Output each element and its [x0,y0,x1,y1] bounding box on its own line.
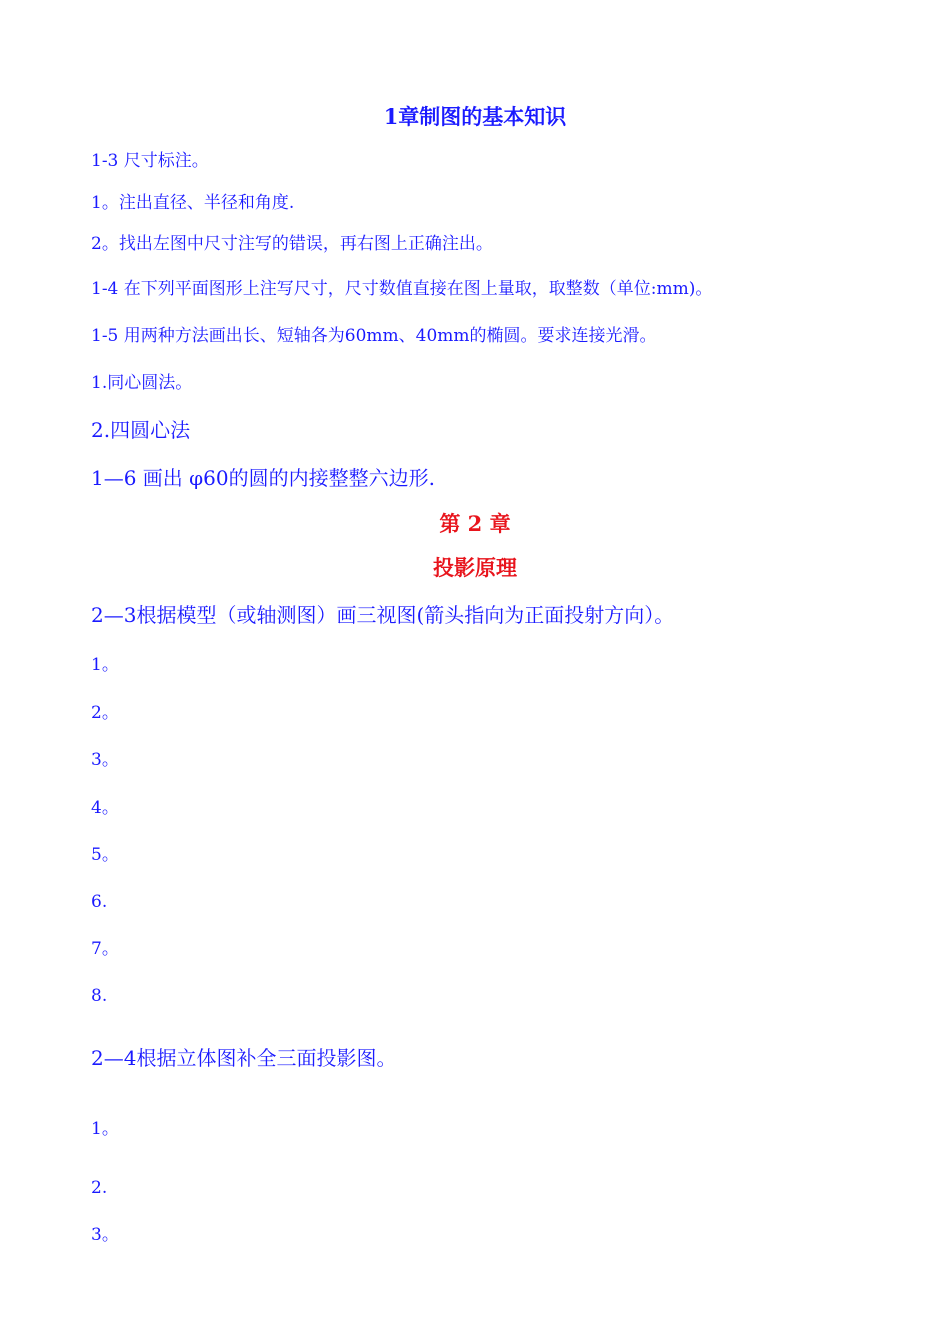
section-1-5: 1-5 用两种方法画出长、短轴各为60mm、40mm的椭圆。要求连接光滑。 [91,326,657,346]
section-1-4: 1-4 在下列平面图形上注写尺寸，尺寸数值直接在图上量取，取整数（单位:mm)。 [91,279,713,299]
section-1-3-item-2: 2。找出左图中尺寸注写的错误，再右图上正确注出。 [91,234,493,254]
section-2-4-item: 2. [91,1178,108,1198]
section-2-4-item: 1。 [91,1119,119,1139]
section-2-3-item: 1。 [91,655,119,675]
chapter-2-title: 投影原理 [433,555,517,580]
section-2-3-item: 4。 [91,798,119,818]
section-2-4-item: 3。 [91,1225,119,1245]
section-1-6: 1—6 画出 φ60的圆的内接整整六边形. [91,466,435,490]
section-2-3-item: 2。 [91,703,119,723]
section-2-3: 2—3根据模型（或轴测图）画三视图(箭头指向为正面投射方向）。 [91,603,675,627]
section-2-4: 2—4根据立体图补全三面投影图。 [91,1046,397,1070]
section-2-3-item: 3。 [91,750,119,770]
section-1-5-item-1: 1.同心圆法。 [91,373,193,393]
section-1-5-item-2: 2.四圆心法 [91,418,191,442]
section-2-3-item: 5。 [91,845,119,865]
section-2-3-item: 8. [91,986,108,1006]
section-1-3-item-1: 1。注出直径、半径和角度. [91,193,295,213]
section-2-3-item: 7。 [91,939,119,959]
section-2-3-item: 6. [91,892,108,912]
chapter-2-label: 第 2 章 [439,511,511,536]
chapter-1-title: 1章制图的基本知识 [383,104,567,129]
section-1-3: 1-3 尺寸标注。 [91,151,209,171]
